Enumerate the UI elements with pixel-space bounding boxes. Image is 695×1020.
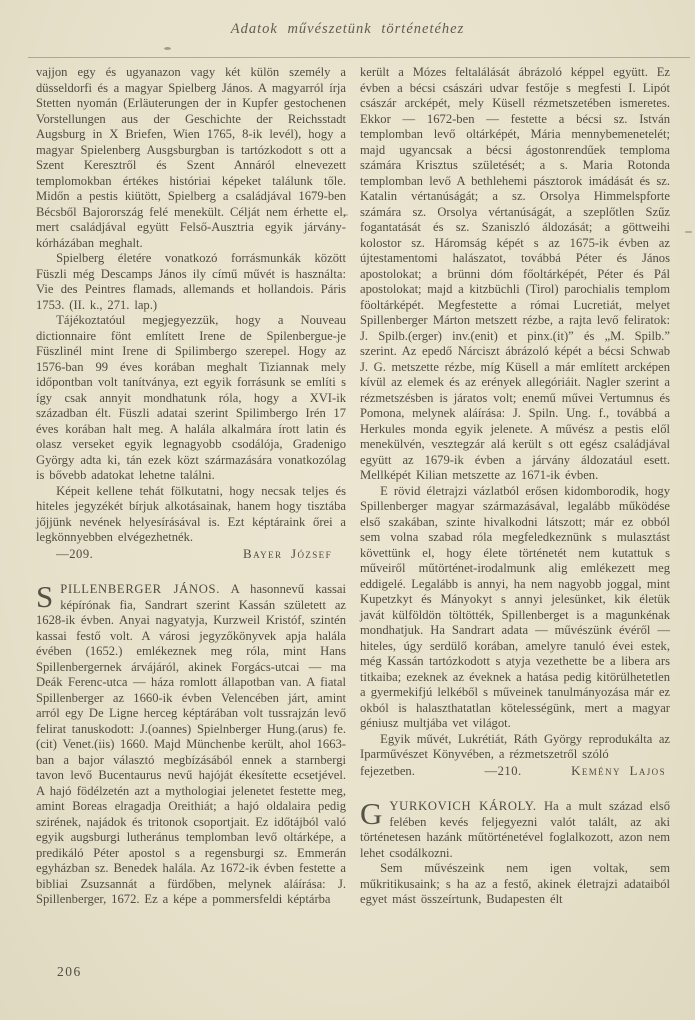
section-spillenberger-janos: [36, 579, 346, 908]
paragraph: Spielberg életére vonatkozó forrásmunkák között Füszli még Descamps János ily című művét is használta: Vie des Peintres flamads, allemands et hollandois. Páris 1753. (II. k., 271. lap.): [36, 251, 346, 312]
paragraph: Sem művészeink nem igen voltak, sem műkritikusaink; s ha az a festő, akinek életrajzi adataiból egyet mást összeírtunk, Budapesten élt: [360, 861, 670, 906]
paragraph: E rövid életrajzi vázlatból erősen kidomborodik, hogy Spillenberger magyar származásával, legalább működése első szakában, szinte hivalkodni látszott; már ez obból sem volna szabad róla megfeledkeznünk s mulasztást követtünk el, hogy élete történetét nem kutattuk s műveiről műtörténet-irodalmunk alig emlékezett meg eddigelé. Legalább is annyi, ha nem nagyobb joggal, mint Kupetzkyt és Mányokyt s annyi jelesünket, kik életük javát külföldön töltötték, Spillenberget is a magunkénak mondhatjuk. Ha Sandrart adata — művészünk évéről — hiteles, úgy serdülő korában, amelyre tanuló évei estek, még Kassán tartózkodott s atyja vezethette be a libera ars titkaiba; ezeknek az éveknek a hatása pedig kitörülhetetlen a gyermekifjú lelkéből s műveinek tanulmányozása már ez okból is halaszthatatlan kötelességünk, mert a magyar géniusz multjába vet világot.: [360, 483, 670, 730]
paragraph: Képeit kellene tehát fölkutatni, hogy necsak teljes és hiteles jegyzékét bírjuk alkotásainak, hanem hogy tisztába jőjjünk nevének helyesírásával is. Ezt képtáraink őrei a legkönnyebben elvégezhetnék.: [36, 483, 346, 544]
article-number: —209.: [56, 546, 94, 561]
section-title: YURKOVICH KÁROLY.: [389, 799, 537, 813]
article-signature: [360, 763, 670, 780]
left-column: [36, 65, 346, 908]
header-rule: [28, 57, 690, 58]
section-body: A hasonnevű kassai képírónak fia, Sandrart szerint Kassán született az 1628-ik évben. Anyai nagyatyja, Kurzweil Kristóf, szintén kassai festő volt. A városi jegyzőkönyvek apja halála évében (1652.) emlékeznek meg róla, mint Hans Spillenbergernek árvájáról, akinek Forgács-utcai — ma Deák Ferenc-utca — háza romlott állapotban van. A fiatal Spillenberger az 1660-ik évben Velencében járt, amint arról egy De Ligne herceg képtárában volt tussrajzán levő felirat tanuskodott: J.(oannes) Spielnberger Hung.(arus) fe.(cit) Venet.(iis) 1660. Majd Münchenbe került, ahol 1663-ban a bajor választó megbízásából ennek a starnbergi tavon levő Bucentaurus nevű hajóját ékesítette ecsetjével. A hajó födélzetén azt a mythologiai jelenetet festette meg, amint Boreas elragadja Oreithiát; a hajó oldalaira pedig szirének, najádok és tritonok csoportjait. Ez időtájból való egyik augsburgi lutheránus templomban levő oltárképe, a predikáló Péter apostol s a regensburgi sz. Emmerán egyházban sz. Benedek halála. Az 1672-ik évben festette a bibliai Zsuzsannát a fürdőben, melynek aláírása: J. Spillenberger, 1672. Ez a képe a pommersfeldi képtárba: [36, 582, 346, 906]
paragraph: Tájékoztatóul megjegyezzük, hogy a Nouveau dictionnaire fönt említett Irene de Spilenbergue-je Füszlinél mint Irene di Spilimbergo szerepel. Hogy az 1576-ban 99 éves korában meghalt Tiziannak mely időpontban volt tanítványa, ezt egyik forrásunk se említi s így csak annyit mondhatunk róla, hogy a XVI-ik században élt. Füszli adatai szerint Spilimbergo Irén 17 éves korában halt meg. A halála alkalmára írott latin és olasz verseket egyik legnagyobb csodálója, Gradenigo György adta ki, tán ezek közt származására vonatkozólag is bővebb adatokat lehetne találni.: [36, 313, 346, 482]
paper-speck: [685, 231, 692, 233]
section-title: PILLENBERGER JÁNOS.: [60, 582, 221, 596]
paragraph: Egyik művét, Lukrétiát, Ráth György reprodukálta az Iparművészet Könyvében, a rézmetszetről szóló: [360, 731, 670, 761]
paragraph-last-line: fejezetben.: [360, 763, 415, 778]
paper-speck: [343, 214, 348, 216]
article-number: —210.: [484, 763, 522, 778]
paragraph-continuation: vajjon egy és ugyanazon vagy két külön személy a düsseldorfi és a magyar Spielberg János. A magyarról írja Stetten nyomán (Erläuterungen der in Kupfer gestochenen Vorstellungen aus der Geschichte der Reichsstadt Augsburg in X Briefen, Wien 1765, 8-ik levél), hogy a magyar Spielenberg Ausgsburgban is tartózkodott s ott a Szent Keresztről és Szent Annáról elnevezett templomokban értékes históriai képeket találunk tőle. Midőn a pestis kiütött, Spielberg a családjával 1679-ben Bécsből Bajorország felé menekült. Célját nem érhette el, mert családjával együtt Felső-Ausztria egyik járvány-kórházában meghalt.: [36, 65, 346, 250]
paper-speck: [164, 47, 171, 50]
article-signature: [36, 546, 346, 563]
page-number: 206: [57, 964, 82, 979]
right-column: [360, 65, 670, 908]
dropcap-initial: G: [360, 796, 383, 831]
author-name: Bayer József: [243, 545, 332, 561]
section-body: Ha a mult század első felében kevés feljegyezni valót talált, az aki történetesen hazánk műtörténetével foglalkozott, azon nem lehet csodálkozni.: [360, 799, 670, 860]
text-columns: [36, 65, 670, 908]
running-header: Adatok művészetünk történetéhez: [230, 21, 465, 37]
dropcap-initial: S: [36, 579, 54, 614]
section-gyurkovich-karoly: [360, 796, 670, 861]
author-name: Kemény Lajos: [571, 762, 666, 778]
paragraph-continuation: került a Mózes feltalálását ábrázoló képpel együtt. Ez évben a bécsi császári udvar festője s megfesti I. Lipót császár arcképét, mely Küsell rézmetszetében ismeretes. Ekkor — 1672-ben — festette a bécsi sz. István templomban levő oltárképét, Mária mennybemenetelét; majd ugyancsak a bécsi ágostonrendűek temploma számára Krisztus születését; a s. Maria Rotonda templomban levő A bethlehemi pásztorok imádását és sz. Katalin vértanúságát; a sz. Orsolya Himmelspforte számára sz. Orsolya vértanúságát, a szeplőtlen Szűz fogantatását és sz. Szaniszló áldozását; a göttweihi kolostor sz. Háromság képét s az 1675-ik évben az újtestamentomi halászatot, továbbá Péter és János apostolokat; a brünni dóm főoltárképét, Péter és Pál apostolokat; majd a kitzbüchli (Tirol) parochialis templom föoltárképét. Megfestette a római Lucretiát, melyet Spillenberger Márton metszett rézbe, a rajta levő feliratok: J. Spilb.(erger) inv.(enit) et pinx.(it)” és „M. Spilb.” szerint. Az epedő Nárciszt ábrázoló képét a bécsi Schwab J. G. metszette rézbe, míg Küsell a már említett arcképen kívül az elemek és az erények allegóriáit. Nagler szerint a rézmetszésben is járatos volt; enemű művei Vertumnus és Pomona, melynek aláírása: J. Spiln. Ung. f., továbbá a Herkules monda egyik jelenete. A művész a pestis elől menekülvén, vesztegzár alá került s ott egész családjával együtt az 1679-ik évben a járvány áldozatául esett. Mellképét Kilian metszette az 1671-ik évben.: [360, 65, 670, 482]
